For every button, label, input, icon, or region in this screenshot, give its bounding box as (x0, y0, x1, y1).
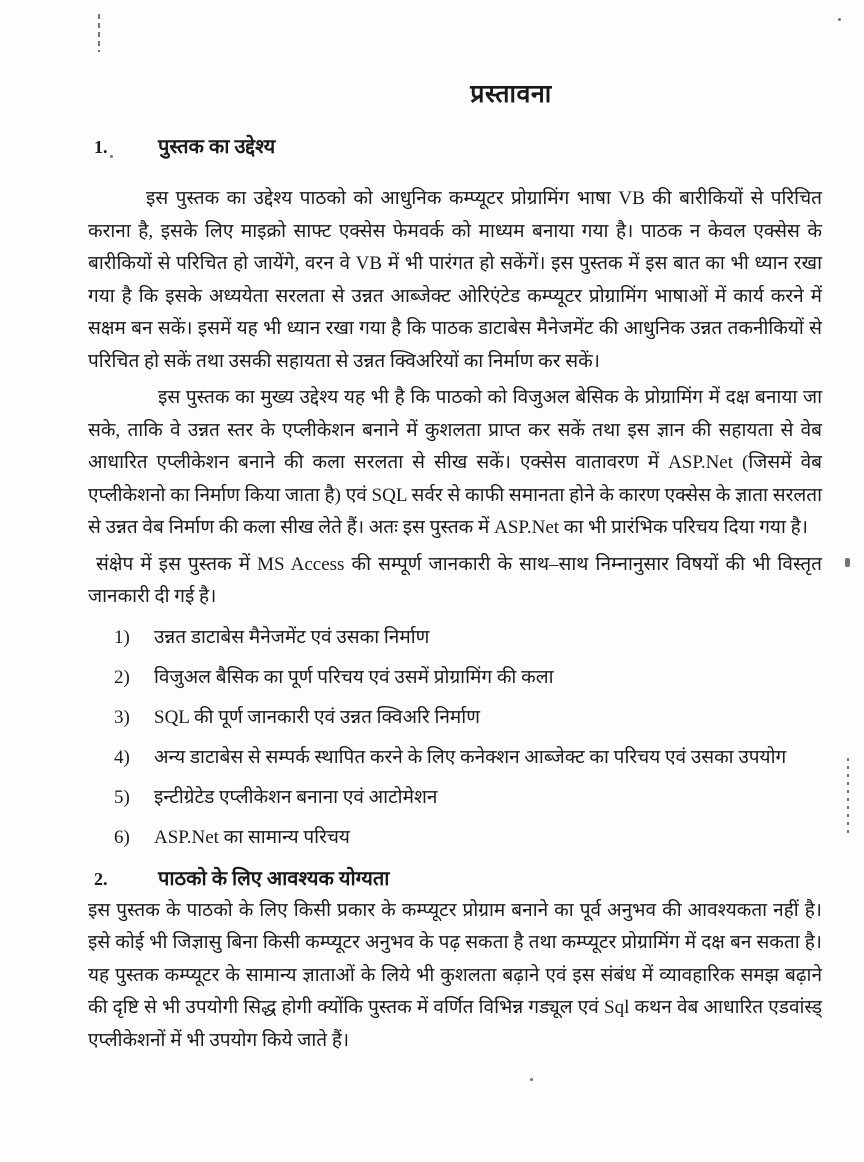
section-number: 1. (94, 137, 108, 157)
list-item-text: अन्य डाटाबेस से सम्पर्क स्थापित करने के लिए कनेक्शन आब्जेक्ट का परिचय एवं उसका उपयोग (154, 746, 787, 768)
scan-artifact (838, 18, 841, 21)
list-item-text: SQL की पूर्ण जानकारी एवं उन्नत क्विअरि निर्माण (154, 706, 480, 728)
paragraph: इस पुस्तक का उद्देश्य पाठको को आधुनिक कम्प्यूटर प्रोग्रामिंग भाषा VB की बारीकियों से परिचित कराना है, इसके लिए माइक्रो साफ्ट एक्सेस फेमवर्क को माध्यम बनाया गया है। पाठक न केवल एक्सेस के बारीकियों से परिचित हो जायेंगे, वरन वे VB में भी पारंगत हो सकेंगें। इस पुस्तक में इस बात का भी ध्यान रखा गया है कि इसके अध्ययेता सरलता से उन्नत आब्जेक्ट ओरिएंटेड कम्प्यूटर प्रोग्रामिंग भाषाओं में कार्य करने में सक्षम बन सकें। इसमें यह भी ध्यान रखा गया है कि पाठक डाटाबेस मैनेजमेंट की आधुनिक उन्नत तकनीकियों से परिचित हो सकें तथा उसकी सहायता से उन्नत क्विअरियों का निर्माण कर सकें। (88, 188, 822, 372)
section-heading-row (88, 132, 822, 159)
list-item (114, 664, 822, 692)
paragraph: इस पुस्तक के पाठको के लिए किसी प्रकार के कम्प्यूटर प्रोग्राम बनाने का पूर्व अनुभव की आवश्यकता नहीं है। इसे कोई भी जिज्ञासु बिना किसी कम्प्यूटर अनुभव के पढ़ सकता है तथा कम्प्यूटर प्रोग्रामिंग में दक्ष बन सकता है। यह पुस्तक कम्प्यूटर के सामान्य ज्ञाताओं के लिये भी कुशलता बढ़ाने एवं इस संबंध में व्यावहारिक समझ बढ़ाने की दृष्टि से भी उपयोगी सिद्ध होगी क्योंकि पुस्तक में वर्णित विभिन्न गड्यूल एवं Sql कथन वेब आधारित एडवांस्ड् एप्लीकेशनों में भी उपयोग किये जाते हैं। (88, 899, 822, 1051)
list-item (114, 784, 822, 812)
list-item-number: 2) (114, 666, 130, 688)
list-item-text: उन्नत डाटाबेस मैनेजमेंट एवं उसका निर्माण (154, 626, 430, 648)
list-item-number: 4) (114, 746, 130, 768)
paragraph: संक्षेप में इस पुस्तक में MS Access की सम्पूर्ण जानकारी के साथ–साथ निम्नानुसार विषयों की भी विस्तृत जानकारी दी गई है। (88, 553, 822, 607)
page-title: प्रस्तावना (470, 81, 552, 108)
list-item-number: 6) (114, 826, 130, 848)
scan-artifact (845, 558, 850, 567)
list-item-text: इन्टीग्रेटेड एप्लीकेशन बनाना एवं आटोमेशन (154, 786, 438, 808)
section-title: पाठको के लिए आवश्यक योग्यता (158, 867, 390, 890)
list-item (114, 744, 822, 772)
list-item-number: 3) (114, 706, 130, 728)
paragraph: इस पुस्तक का मुख्य उद्देश्य यह भी है कि पाठको को विजुअल बेसिक के प्रोग्रामिंग में दक्ष बनाया जा सके, ताकि वे उन्नत स्तर के एप्लीकेशन बनाने में कुशलता प्राप्त कर सकें तथा इस ज्ञान की सहायता से वेब आधारित एप्लीकेशन बनाने की कला सरलता से सीख सकें। एक्सेस वातावरण में ASP.Net (जिसमें वेब एप्लीकेशनो का निर्माण किया जाता है) एवं SQL सर्वर से काफी समानता होने के कारण एक्सेस के ज्ञाता सरलता से उन्नत वेब निर्माण की कला सीख लेते हैं। अतः इस पुस्तक में ASP.Net का भी प्रारंभिक परिचय दिया गया है। (88, 387, 822, 538)
list-item-text: विजुअल बैसिक का पूर्ण परिचय एवं उसमें प्रोग्रामिंग की कला (154, 666, 554, 688)
list-item-text: ASP.Net का सामान्य परिचय (154, 826, 350, 848)
list-item-number: 5) (114, 786, 130, 808)
scan-artifact (847, 758, 849, 838)
list-item (114, 704, 822, 732)
scan-artifact (530, 1078, 533, 1081)
section-book-purpose (88, 132, 822, 852)
section-reader-prerequisites (88, 864, 822, 1058)
section-number: 2. (94, 868, 108, 889)
list-item (114, 624, 822, 652)
list-item (114, 824, 822, 852)
list-item-number: 1) (114, 626, 130, 648)
topics-list (88, 624, 822, 852)
scan-artifact (98, 14, 100, 52)
section-heading-row (88, 864, 822, 891)
section-title: पुस्तक का उद्देश्य (158, 136, 276, 158)
scan-artifact (110, 155, 113, 158)
